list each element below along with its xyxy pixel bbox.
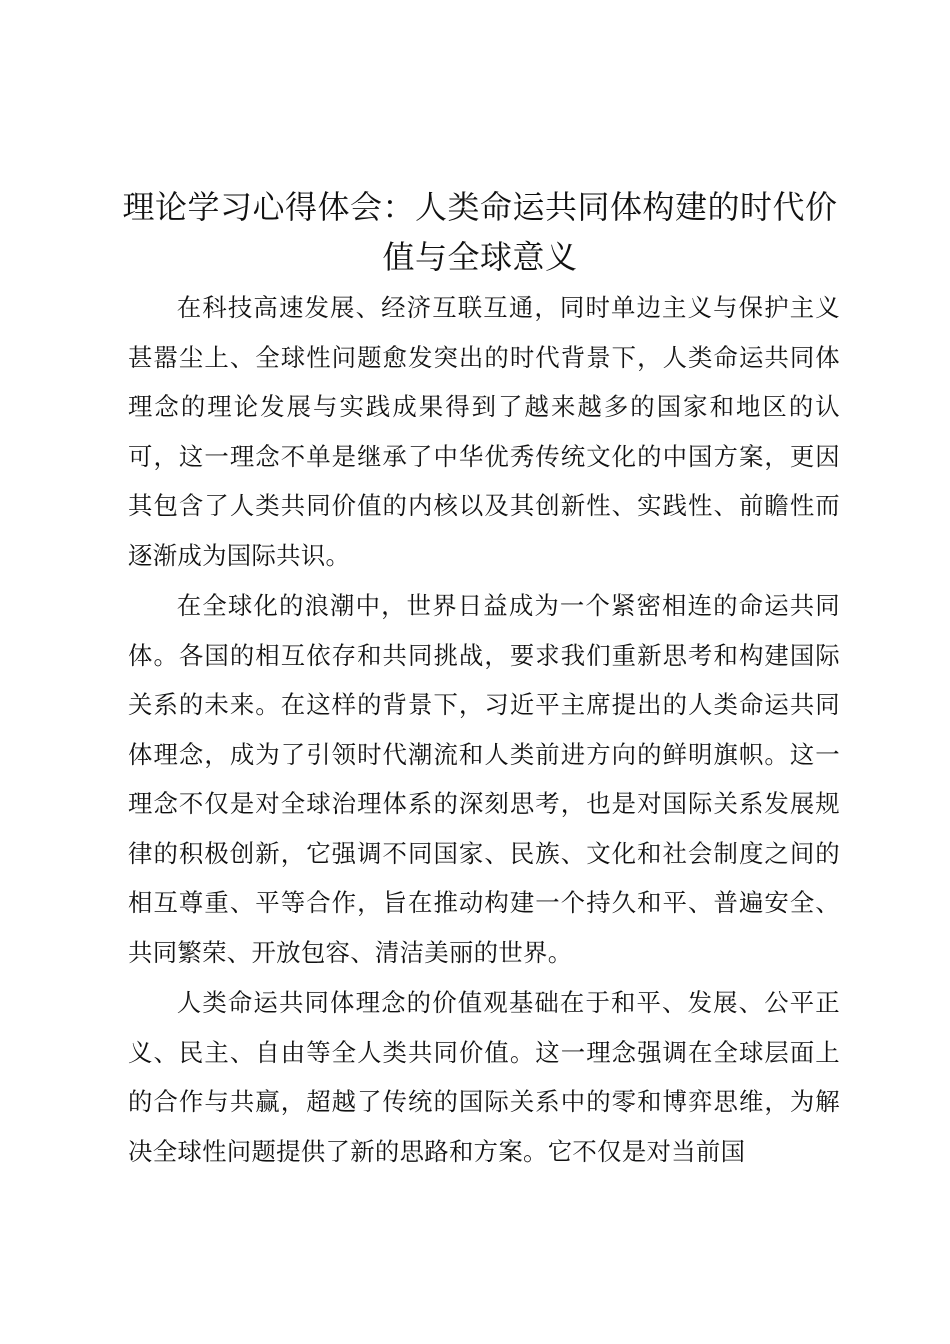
body-paragraph-2: 在全球化的浪潮中，世界日益成为一个紧密相连的命运共同体。各国的相互依存和共同挑战，要求我们重新思考和构建国际关系的未来。在这样的背景下，习近平主席提出的人类命运共同体理念，成为了引领时代潮流和人类前进方向的鲜明旗帜。这一理念不仅是对全球治理体系的深刻思考，也是对国际关系发展规律的积极创新，它强调不同国家、民族、文化和社会制度之间的相互尊重、平等合作，旨在推动构建一个持久和平、普遍安全、共同繁荣、开放包容、清洁美丽的世界。: [128, 591, 840, 967]
body-paragraph-3: 人类命运共同体理念的价值观基础在于和平、发展、公平正义、民主、自由等全人类共同价值。这一理念强调在全球层面上的合作与共赢，超越了传统的国际关系中的零和博弈思维，为解决全球性问题提供了新的思路和方案。它不仅是对当前国: [128, 988, 840, 1166]
document-title: 理论学习心得体会：人类命运共同体构建的时代价值与全球意义: [122, 188, 838, 276]
document-body: [128, 283, 840, 1177]
body-paragraph-1: 在科技高速发展、经济互联互通，同时单边主义与保护主义甚嚣尘上、全球性问题愈发突出的时代背景下，人类命运共同体理念的理论发展与实践成果得到了越来越多的国家和地区的认可，这一理念不单是继承了中华优秀传统文化的中国方案，更因其包含了人类共同价值的内核以及其创新性、实践性、前瞻性而逐渐成为国际共识。: [128, 293, 840, 570]
